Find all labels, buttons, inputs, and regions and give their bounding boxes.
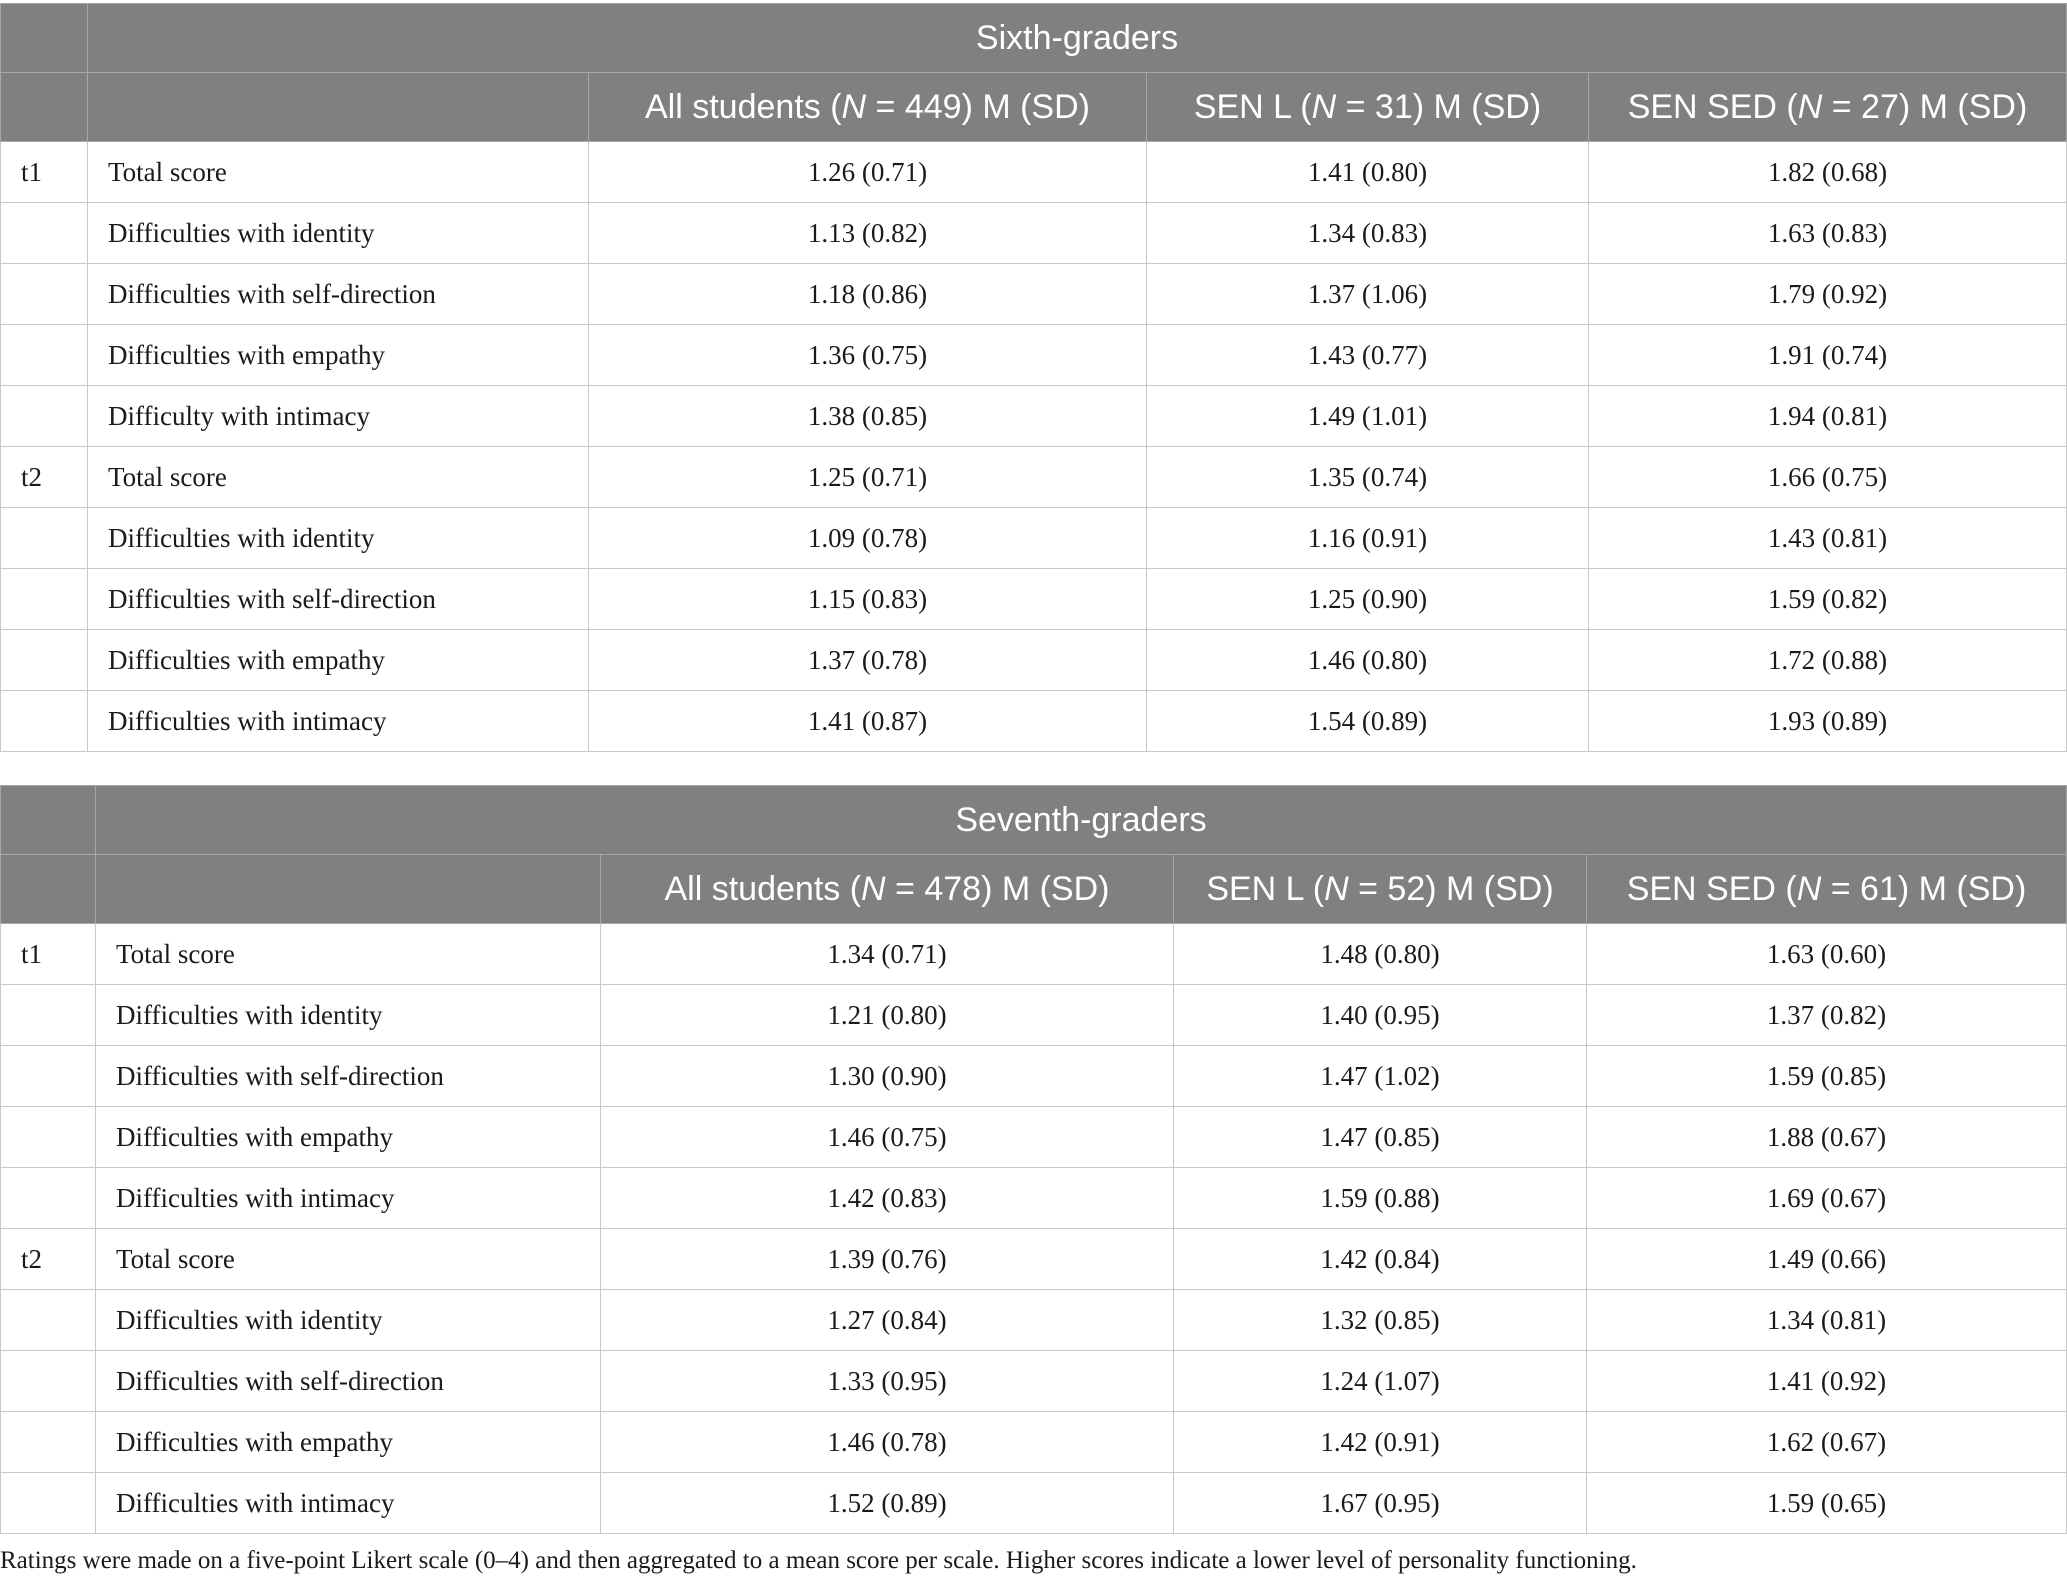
measure-label-cell: Difficulties with identity xyxy=(96,985,601,1046)
value-cell-sen-l: 1.40 (0.95) xyxy=(1174,985,1587,1046)
table-row xyxy=(1,1290,2067,1351)
value-cell-all-students: 1.46 (0.75) xyxy=(601,1107,1174,1168)
table-row xyxy=(1,691,2067,752)
measure-label-cell: Total score xyxy=(96,1229,601,1290)
table-row xyxy=(1,264,2067,325)
time-point-cell xyxy=(1,1046,96,1107)
measure-label-cell: Difficulties with intimacy xyxy=(96,1473,601,1534)
time-point-cell xyxy=(1,691,88,752)
table-row xyxy=(1,985,2067,1046)
measure-label-cell: Difficulty with intimacy xyxy=(88,386,589,447)
time-point-cell: t1 xyxy=(1,142,88,203)
value-cell-sen-sed: 1.72 (0.88) xyxy=(1589,630,2067,691)
value-cell-sen-l: 1.32 (0.85) xyxy=(1174,1290,1587,1351)
time-point-cell xyxy=(1,1412,96,1473)
table-row xyxy=(1,447,2067,508)
value-cell-all-students: 1.38 (0.85) xyxy=(589,386,1147,447)
value-cell-sen-sed: 1.66 (0.75) xyxy=(1589,447,2067,508)
value-cell-sen-sed: 1.37 (0.82) xyxy=(1587,985,2067,1046)
time-point-cell xyxy=(1,325,88,386)
time-point-cell: t2 xyxy=(1,1229,96,1290)
time-point-cell xyxy=(1,569,88,630)
value-cell-all-students: 1.36 (0.75) xyxy=(589,325,1147,386)
value-cell-all-students: 1.37 (0.78) xyxy=(589,630,1147,691)
time-point-cell xyxy=(1,1473,96,1534)
table-row xyxy=(1,1107,2067,1168)
time-point-cell: t2 xyxy=(1,447,88,508)
value-cell-all-students: 1.09 (0.78) xyxy=(589,508,1147,569)
measure-label-cell: Difficulties with self-direction xyxy=(96,1046,601,1107)
value-cell-sen-sed: 1.82 (0.68) xyxy=(1589,142,2067,203)
time-point-cell xyxy=(1,1107,96,1168)
time-point-cell xyxy=(1,508,88,569)
column-header-all-students: All students (N = 449) M (SD) xyxy=(589,73,1147,142)
table-row xyxy=(1,508,2067,569)
value-cell-all-students: 1.39 (0.76) xyxy=(601,1229,1174,1290)
value-cell-sen-l: 1.34 (0.83) xyxy=(1147,203,1589,264)
sixth-graders-table xyxy=(0,3,2067,752)
time-point-cell: t1 xyxy=(1,924,96,985)
value-cell-sen-sed: 1.43 (0.81) xyxy=(1589,508,2067,569)
value-cell-sen-sed: 1.62 (0.67) xyxy=(1587,1412,2067,1473)
time-point-cell xyxy=(1,630,88,691)
value-cell-sen-l: 1.37 (1.06) xyxy=(1147,264,1589,325)
value-cell-all-students: 1.42 (0.83) xyxy=(601,1168,1174,1229)
measure-label-cell: Difficulties with empathy xyxy=(96,1412,601,1473)
value-cell-sen-sed: 1.88 (0.67) xyxy=(1587,1107,2067,1168)
value-cell-sen-l: 1.43 (0.77) xyxy=(1147,325,1589,386)
value-cell-sen-l: 1.42 (0.84) xyxy=(1174,1229,1587,1290)
value-cell-all-students: 1.30 (0.90) xyxy=(601,1046,1174,1107)
value-cell-sen-l: 1.47 (0.85) xyxy=(1174,1107,1587,1168)
measure-label-cell: Difficulties with self-direction xyxy=(96,1351,601,1412)
table-row xyxy=(1,630,2067,691)
measure-label-cell: Difficulties with empathy xyxy=(88,630,589,691)
time-point-cell xyxy=(1,1168,96,1229)
value-cell-all-students: 1.27 (0.84) xyxy=(601,1290,1174,1351)
value-cell-all-students: 1.34 (0.71) xyxy=(601,924,1174,985)
value-cell-sen-sed: 1.79 (0.92) xyxy=(1589,264,2067,325)
value-cell-all-students: 1.18 (0.86) xyxy=(589,264,1147,325)
table-row xyxy=(1,1351,2067,1412)
time-point-cell xyxy=(1,985,96,1046)
measure-label-cell: Total score xyxy=(88,142,589,203)
value-cell-sen-l: 1.49 (1.01) xyxy=(1147,386,1589,447)
time-point-cell xyxy=(1,1290,96,1351)
value-cell-sen-l: 1.42 (0.91) xyxy=(1174,1412,1587,1473)
value-cell-sen-l: 1.47 (1.02) xyxy=(1174,1046,1587,1107)
corner-cell xyxy=(1,786,96,855)
table-row xyxy=(1,386,2067,447)
table-row xyxy=(1,569,2067,630)
value-cell-sen-l: 1.67 (0.95) xyxy=(1174,1473,1587,1534)
table-row xyxy=(1,1046,2067,1107)
table-row xyxy=(1,924,2067,985)
value-cell-sen-l: 1.59 (0.88) xyxy=(1174,1168,1587,1229)
table-row xyxy=(1,1229,2067,1290)
time-point-cell xyxy=(1,264,88,325)
label-column-header xyxy=(96,855,601,924)
value-cell-sen-l: 1.54 (0.89) xyxy=(1147,691,1589,752)
measure-label-cell: Difficulties with self-direction xyxy=(88,569,589,630)
column-header-sen-sed: SEN SED (N = 27) M (SD) xyxy=(1589,73,2067,142)
value-cell-all-students: 1.52 (0.89) xyxy=(601,1473,1174,1534)
value-cell-all-students: 1.13 (0.82) xyxy=(589,203,1147,264)
value-cell-all-students: 1.21 (0.80) xyxy=(601,985,1174,1046)
column-header-sen-l: SEN L (N = 31) M (SD) xyxy=(1147,73,1589,142)
value-cell-sen-sed: 1.49 (0.66) xyxy=(1587,1229,2067,1290)
corner-cell xyxy=(1,73,88,142)
column-header-sen-sed: SEN SED (N = 61) M (SD) xyxy=(1587,855,2067,924)
value-cell-sen-sed: 1.93 (0.89) xyxy=(1589,691,2067,752)
value-cell-sen-l: 1.24 (1.07) xyxy=(1174,1351,1587,1412)
value-cell-all-students: 1.33 (0.95) xyxy=(601,1351,1174,1412)
table-row xyxy=(1,1412,2067,1473)
value-cell-sen-sed: 1.91 (0.74) xyxy=(1589,325,2067,386)
time-point-cell xyxy=(1,1351,96,1412)
value-cell-all-students: 1.41 (0.87) xyxy=(589,691,1147,752)
value-cell-sen-l: 1.35 (0.74) xyxy=(1147,447,1589,508)
group-header: Seventh-graders xyxy=(96,786,2067,855)
value-cell-sen-sed: 1.34 (0.81) xyxy=(1587,1290,2067,1351)
value-cell-sen-sed: 1.59 (0.82) xyxy=(1589,569,2067,630)
measure-label-cell: Difficulties with empathy xyxy=(88,325,589,386)
measure-label-cell: Difficulties with identity xyxy=(88,203,589,264)
measure-label-cell: Total score xyxy=(96,924,601,985)
value-cell-all-students: 1.46 (0.78) xyxy=(601,1412,1174,1473)
table-row xyxy=(1,325,2067,386)
time-point-cell xyxy=(1,386,88,447)
value-cell-sen-sed: 1.41 (0.92) xyxy=(1587,1351,2067,1412)
table-row xyxy=(1,1168,2067,1229)
measure-label-cell: Difficulties with self-direction xyxy=(88,264,589,325)
value-cell-all-students: 1.25 (0.71) xyxy=(589,447,1147,508)
column-header-sen-l: SEN L (N = 52) M (SD) xyxy=(1174,855,1587,924)
measure-label-cell: Difficulties with intimacy xyxy=(96,1168,601,1229)
seventh-graders-table xyxy=(0,785,2067,1534)
value-cell-all-students: 1.15 (0.83) xyxy=(589,569,1147,630)
value-cell-sen-sed: 1.63 (0.60) xyxy=(1587,924,2067,985)
label-column-header xyxy=(88,73,589,142)
measure-label-cell: Difficulties with identity xyxy=(88,508,589,569)
value-cell-sen-sed: 1.69 (0.67) xyxy=(1587,1168,2067,1229)
value-cell-sen-l: 1.48 (0.80) xyxy=(1174,924,1587,985)
value-cell-sen-l: 1.41 (0.80) xyxy=(1147,142,1589,203)
time-point-cell xyxy=(1,203,88,264)
value-cell-sen-l: 1.46 (0.80) xyxy=(1147,630,1589,691)
corner-cell xyxy=(1,4,88,73)
group-header: Sixth-graders xyxy=(88,4,2067,73)
measure-label-cell: Total score xyxy=(88,447,589,508)
column-header-all-students: All students (N = 478) M (SD) xyxy=(601,855,1174,924)
value-cell-sen-l: 1.25 (0.90) xyxy=(1147,569,1589,630)
measure-label-cell: Difficulties with empathy xyxy=(96,1107,601,1168)
value-cell-sen-sed: 1.94 (0.81) xyxy=(1589,386,2067,447)
table-row xyxy=(1,1473,2067,1534)
table-row xyxy=(1,142,2067,203)
measure-label-cell: Difficulties with identity xyxy=(96,1290,601,1351)
value-cell-sen-sed: 1.59 (0.85) xyxy=(1587,1046,2067,1107)
table-row xyxy=(1,203,2067,264)
value-cell-sen-sed: 1.59 (0.65) xyxy=(1587,1473,2067,1534)
table-footnote: Ratings were made on a five-point Likert scale (0–4) and then aggregated to a mean score per scale. Higher scores indicate a lower level of personality functioning. xyxy=(0,1547,1637,1574)
value-cell-sen-sed: 1.63 (0.83) xyxy=(1589,203,2067,264)
measure-label-cell: Difficulties with intimacy xyxy=(88,691,589,752)
value-cell-sen-l: 1.16 (0.91) xyxy=(1147,508,1589,569)
corner-cell xyxy=(1,855,96,924)
value-cell-all-students: 1.26 (0.71) xyxy=(589,142,1147,203)
